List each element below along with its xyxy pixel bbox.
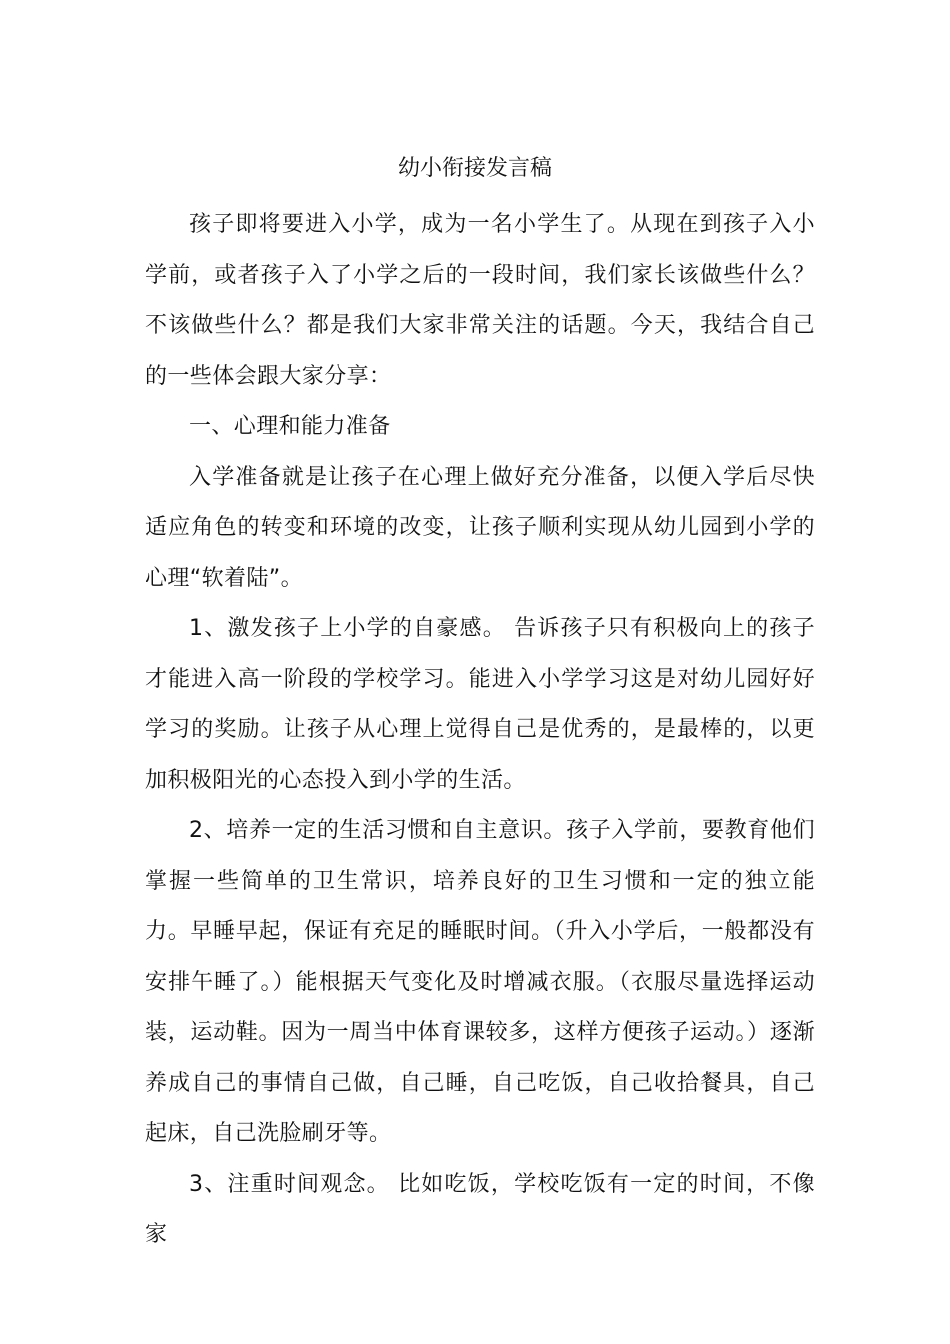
paragraph-point-3: 3、注重时间观念。 比如吃饭，学校吃饭有一定的时间，不像家 bbox=[145, 1171, 815, 1247]
section-heading: 一、心理和能力准备 bbox=[189, 414, 391, 439]
document-body bbox=[145, 200, 815, 1261]
paragraph-preparation: 入学准备就是让孩子在心理上做好充分准备，以便入学后尽快适应角色的转变和环境的改变，让孩子顺利实现从幼儿园到小学的心理“软着陆”。 bbox=[145, 464, 815, 591]
paragraph-intro: 孩子即将要进入小学，成为一名小学生了。从现在到孩子入小学前，或者孩子入了小学之后的一段时间，我们家长该做些什么？不该做些什么？都是我们大家非常关注的话题。今天，我结合自己的一些体会跟大家分享： bbox=[145, 212, 815, 389]
document-title: 幼小衔接发言稿 bbox=[397, 156, 552, 181]
paragraph-point-1: 1、激发孩子上小学的自豪感。 告诉孩子只有积极向上的孩子才能进入高一阶段的学校学习。能进入小学学习这是对幼儿园好好学习的奖励。让孩子从心理上觉得自己是优秀的，是最棒的，以更加积极阳光的心态投入到小学的生活。 bbox=[145, 616, 815, 793]
paragraph-point-2: 2、培养一定的生活习惯和自主意识。孩子入学前，要教育他们掌握一些简单的卫生常识，培养良好的卫生习惯和一定的独立能力。早睡早起，保证有充足的睡眠时间。（升入小学后，一般都没有安排午睡了。）能根据天气变化及时增减衣服。（衣服尽量选择运动装，运动鞋。因为一周当中体育课较多，这样方便孩子运动。）逐渐养成自己的事情自己做，自己睡，自己吃饭，自己收拾餐具，自己起床，自己洗脸刷牙等。 bbox=[145, 818, 815, 1146]
